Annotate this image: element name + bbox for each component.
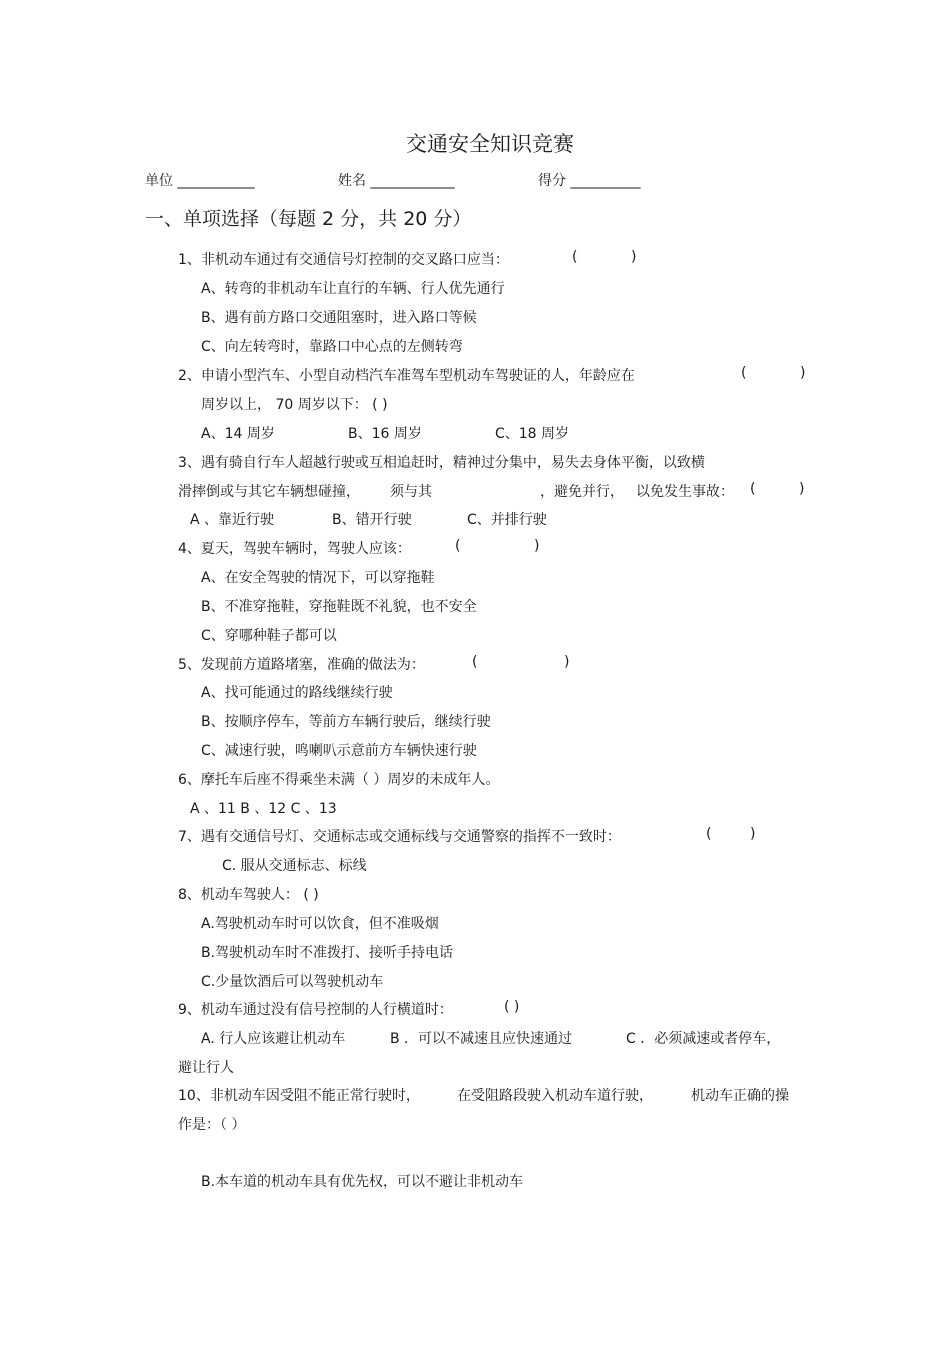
question-text-line: C、减速行驶，鸣喇叭示意前方车辆快速行驶: [201, 743, 477, 759]
question-text-line: 3、遇有骑自行车人超越行驶或互相追赶时，精神过分集中，易失去身体平衡，以致横: [178, 455, 705, 471]
question-text-line: 10、非机动车因受阻不能正常行驶时，: [178, 1088, 420, 1104]
question-text-line: 滑摔倒或与其它车辆想碰撞，: [178, 484, 360, 500]
score-field: 得分 __________: [538, 173, 641, 189]
question-text-line: (: [750, 481, 756, 497]
question-text-line: 9、机动车通过没有信号控制的人行横道时：: [178, 1002, 453, 1018]
question-text-line: B、按顺序停车，等前方车辆行驶后，继续行驶: [201, 714, 491, 730]
question-text-line: 避让行人: [178, 1060, 234, 1076]
page-title: 交通安全知识竞赛: [406, 132, 574, 156]
question-text-line: A.驾驶机动车时可以饮食，但不准吸烟: [201, 916, 439, 932]
question-text-line: C ．必须减速或者停车，: [626, 1031, 781, 1047]
question-text-line: 8、机动车驾驶人： ( ): [178, 887, 319, 903]
question-text-line: ，避免并行，: [540, 484, 624, 500]
question-text-line: C、向左转弯时，靠路口中心点的左侧转弯: [201, 339, 463, 355]
question-text-line: 7、遇有交通信号灯、交通标志或交通标线与交通警察的指挥不一致时：: [178, 829, 621, 845]
unit-field: 单位 ___________: [145, 173, 255, 189]
question-text-line: 2、申请小型汽车、小型自动档汽车准驾车型机动车驾驶证的人，年龄应在: [178, 368, 635, 384]
question-text-line: C、穿哪种鞋子都可以: [201, 628, 337, 644]
question-text-line: ): [564, 654, 570, 670]
question-text-line: 以免发生事故：: [636, 484, 734, 500]
question-text-line: B、不准穿拖鞋，穿拖鞋既不礼貌，也不安全: [201, 599, 477, 615]
question-text-line: 5、发现前方道路堵塞，准确的做法为：: [178, 657, 425, 673]
question-text-line: ): [799, 481, 805, 497]
question-text-line: A 、11 B 、12 C 、13: [190, 801, 337, 817]
question-text-line: A、找可能通过的路线继续行驶: [201, 685, 393, 701]
question-text-line: ): [750, 826, 756, 842]
question-text-line: 周岁以上， 70 周岁以下： ( ): [201, 397, 388, 413]
question-text-line: B.本车道的机动车具有优先权，可以不避让非机动车: [201, 1174, 524, 1190]
question-text-line: A、转弯的非机动车让直行的车辆、行人优先通行: [201, 281, 505, 297]
question-text-line: (: [706, 826, 712, 842]
question-text-line: A. 行人应该避让机动车: [201, 1031, 346, 1047]
question-text-line: (: [455, 538, 461, 554]
question-text-line: C、18 周岁: [495, 426, 570, 442]
question-text-line: C. 服从交通标志、标线: [222, 858, 367, 874]
question-text-line: A、在安全驾驶的情况下，可以穿拖鞋: [201, 570, 435, 586]
question-text-line: 1、非机动车通过有交通信号灯控制的交叉路口应当：: [178, 252, 509, 268]
question-text-line: A 、靠近行驶: [190, 512, 275, 528]
question-text-line: ): [534, 538, 540, 554]
question-text-line: B ．可以不减速且应快速通过: [390, 1031, 573, 1047]
question-text-line: A、14 周岁: [201, 426, 275, 442]
question-text-line: 作是：（ ）: [178, 1117, 246, 1133]
question-text-line: (: [572, 249, 578, 265]
question-text-line: (: [741, 365, 747, 381]
question-text-line: B、遇有前方路口交通阻塞时，进入路口等候: [201, 310, 477, 326]
question-text-line: 4、夏天，驾驶车辆时，驾驶人应该：: [178, 541, 411, 557]
question-text-line: B、错开行驶: [332, 512, 412, 528]
section-heading: 一、单项选择（每题 2 分，共 20 分）: [145, 208, 472, 230]
question-text-line: ( ): [504, 999, 520, 1015]
question-text-line: C.少量饮酒后可以驾驶机动车: [201, 974, 384, 990]
question-text-line: (: [472, 654, 478, 670]
question-text-line: B.驾驶机动车时不准拨打、接听手持电话: [201, 945, 454, 961]
question-text-line: C、并排行驶: [467, 512, 547, 528]
question-text-line: B、16 周岁: [348, 426, 422, 442]
question-text-line: 机动车正确的操: [691, 1088, 789, 1104]
name-field: 姓名 ____________: [338, 173, 455, 189]
question-text-line: 在受阻路段驶入机动车道行驶，: [457, 1088, 653, 1104]
question-text-line: 6、摩托车后座不得乘坐未满（ ）周岁的未成年人。: [178, 772, 500, 788]
question-text-line: ): [800, 365, 806, 381]
question-text-line: 须与其: [390, 484, 432, 500]
question-text-line: ): [631, 249, 637, 265]
